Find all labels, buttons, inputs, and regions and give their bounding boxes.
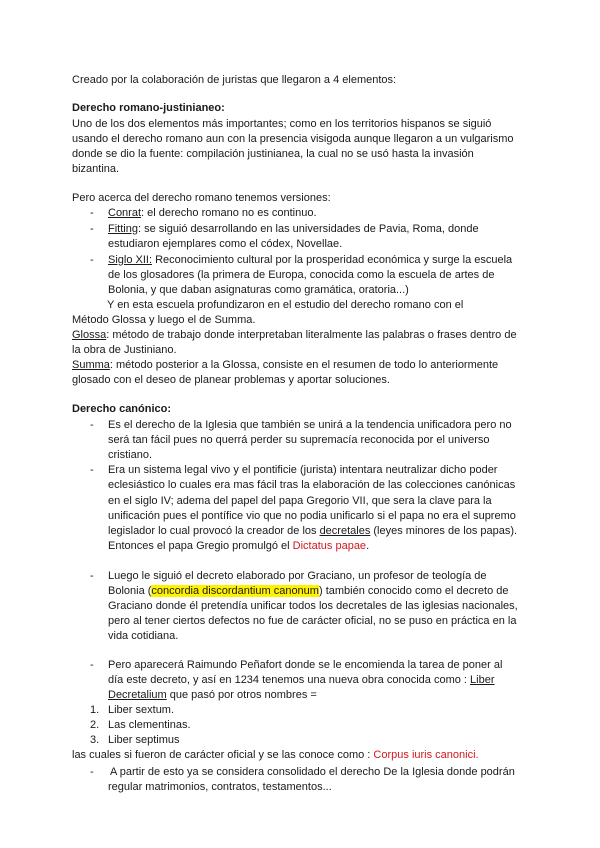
romano-para-line-1: Uno de los dos elementos más importantes; como en los territorios hispanos se siguió: [72, 118, 492, 130]
term-summa: Summa: [72, 359, 110, 371]
term-decretales: decretales: [319, 525, 371, 537]
bullet-dash: -: [90, 766, 94, 778]
canonico-b3-line-3: Graciano donde él pretendía unificar todos los decretales de las iglesias nacionales,: [108, 600, 518, 612]
glossa-line-2: la obra de Justiniano.: [72, 344, 177, 356]
heading-derecho-romano: Derecho romano-justinianeo:: [72, 102, 225, 114]
list-number: 2.: [90, 719, 100, 731]
version-fitting-cont: estudiaron ejemplares como el códex, Novellae.: [108, 238, 343, 250]
term-liber: Liber: [470, 674, 495, 686]
summa-line-2: glosado con el deseo de planear problemas y aportar soluciones.: [72, 374, 390, 386]
canonico-b1-line-2: será tan fácil pues no querrá perder su supremacía reconocida por el universo: [108, 434, 490, 446]
canonico-b3-line-4: pero al tener ciertos defectos no fue de carácter oficial, no se puso en práctica en la: [108, 615, 517, 627]
term-glossa: Glossa: [72, 329, 107, 341]
list-item: Liber septimus: [108, 734, 180, 746]
bullet-dash: -: [90, 570, 94, 582]
romano-para-line-2: usando el derecho romano aun con la presencia visigoda aunque llegaron a un vulgarismo: [72, 133, 514, 145]
bullet-dash: -: [90, 464, 94, 476]
version-fitting: Fitting: se siguió desarrollando en las universidades de Pavia, Roma, donde: [108, 223, 479, 235]
version-siglo-xii-cont-2: Bolonia, y que daban asignaturas como gramática, oratoria...): [108, 284, 409, 296]
canonico-b2-line-1: Era un sistema legal vivo y el pontificie (jurista) intentara neutralizar dicho poder: [108, 464, 498, 476]
canonico-b1-line-3: cristiano.: [108, 449, 153, 461]
concordia-highlight: concordia discordantium canonum: [151, 585, 319, 597]
list-number: 3.: [90, 734, 100, 746]
canonico-b5-line-2: regular matrimonios, contratos, testamentos...: [108, 781, 332, 793]
canonico-b2-line-5: legislador lo cual provocó la creador de los decretales (leyes minores de los papas).: [108, 525, 518, 537]
canonico-b2-line-6: Entonces el papa Gregio promulgó el Dictatus papae.: [108, 540, 370, 552]
corpus-iuris-canonici: Corpus iuris canonici.: [373, 749, 479, 761]
romano-para-line-4: bizantina.: [72, 163, 120, 175]
bullet-dash: -: [90, 223, 94, 235]
dictatus-papae: Dictatus papae: [292, 540, 367, 552]
canonico-b4-line-3: Decretalium que pasó por otros nombres =: [108, 689, 317, 701]
canonico-b3-line-2: Bolonia (concordia discordantium canonum) también conocido como el decreto de: [108, 585, 509, 597]
escuela-line-2: Método Glossa y luego el de Summa.: [72, 314, 256, 326]
summa-line-1: Summa: método posterior a la Glossa, consiste en el resumen de todo lo anteriormente: [72, 359, 499, 371]
canonico-b1-line-1: Es el derecho de la Iglesia que también se unirá a la tendencia unificadora pero no: [108, 419, 512, 431]
heading-derecho-canonico: Derecho canónico:: [72, 403, 172, 415]
canonico-b2-line-4: unificación pues el pontífice vio que no podia unificarlo si el papa no era el supremo: [108, 510, 516, 522]
glossa-line-1: Glossa: método de trabajo donde interpretaban literalmente las palabras o frases dentro de: [72, 329, 517, 341]
canonico-b4-line-1: Pero aparecerá Raimundo Peñafort donde se le encomienda la tarea de poner al: [108, 659, 503, 671]
version-conrat: Conrat: el derecho romano no es continuo.: [108, 207, 317, 219]
romano-para-line-3: donde se dio la fuente: compilación justinianea, la cual no se usó hasta la invasión: [72, 148, 474, 160]
bullet-dash: -: [90, 419, 94, 431]
list-number: 1.: [90, 704, 100, 716]
intro-line: Creado por la colaboración de juristas que llegaron a 4 elementos:: [72, 74, 397, 86]
list-item: Liber sextum.: [108, 704, 175, 716]
term-decretalium: Decretalium: [108, 689, 167, 701]
bullet-dash: -: [90, 659, 94, 671]
list-item: Las clementinas.: [108, 719, 191, 731]
canonico-b4-line-2: día este decreto, y así en 1234 tenemos una nueva obra conocida como : Liber: [108, 674, 495, 686]
canonico-b5-line-1: A partir de esto ya se considera consolidado el derecho De la Iglesia donde podrán: [110, 766, 515, 778]
escuela-line-1: Y en esta escuela profundizaron en el estudio del derecho romano con el: [107, 299, 464, 311]
version-siglo-xii: Siglo XII: Reconocimiento cultural por la prosperidad económica y surge la escuela: [108, 254, 513, 266]
corpus-line: las cuales si fueron de carácter oficial y se las conoce como : Corpus iuris canonici.: [72, 749, 479, 761]
versions-intro: Pero acerca del derecho romano tenemos versiones:: [72, 192, 331, 204]
bullet-dash: -: [90, 254, 94, 266]
term-conrat: Conrat: [108, 207, 142, 219]
term-siglo-xii: Siglo XII:: [108, 254, 153, 266]
bullet-dash: -: [90, 207, 94, 219]
canonico-b2-line-3: en el siglo IV; adema del papel del papa Gregorio VII, que sera la clave para la: [108, 495, 492, 507]
canonico-b3-line-1: Luego le siguió el decreto elaborado por Graciano, un profesor de teología de: [108, 570, 487, 582]
term-fitting: Fitting: [108, 223, 138, 235]
version-siglo-xii-cont-1: de los glosadores (la primera de Europa, conocida como la escuela de artes de: [108, 269, 495, 281]
canonico-b2-line-2: eclesiástico lo cuales era mas fácil tras la elaboración de las colecciones canónicas: [108, 479, 516, 491]
canonico-b3-line-5: vida cotidiana.: [108, 630, 179, 642]
